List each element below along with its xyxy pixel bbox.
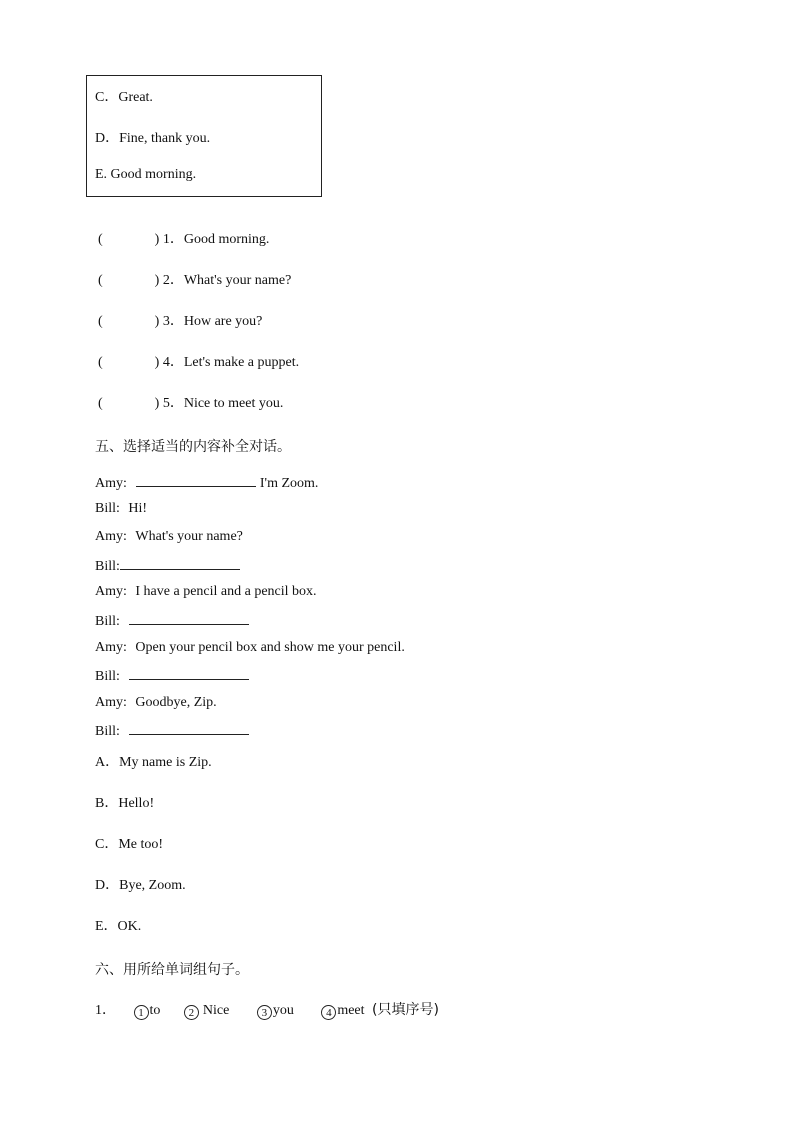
open-paren: (: [98, 232, 103, 247]
answer-blank[interactable]: [129, 721, 249, 735]
speaker: Bill:: [95, 559, 120, 574]
speaker: Bill:: [95, 724, 120, 739]
question-text: 1．Good morning.: [162, 232, 270, 247]
instruction-note: (只填序号): [372, 1002, 439, 1018]
match-question-4: [98, 354, 299, 372]
dialogue-line-8: [95, 666, 249, 686]
circled-number: 4: [321, 1005, 336, 1020]
sentence-question-1: [95, 1001, 439, 1020]
close-paren: ): [154, 396, 160, 411]
circled-number: 2: [184, 1005, 199, 1020]
dialogue-line-3: [95, 528, 243, 546]
options-box: [86, 75, 322, 197]
dialogue-line-10: [95, 721, 249, 741]
box-option-e: E. Good morning.: [95, 167, 197, 182]
close-paren: ): [154, 232, 160, 247]
section-5-heading: 五、选择适当的内容补全对话。: [95, 439, 291, 455]
speaker: Amy:: [95, 529, 127, 544]
question-text: 4．Let's make a puppet.: [162, 355, 300, 370]
line-text: Goodbye, Zip.: [135, 695, 217, 710]
circled-number: 3: [257, 1005, 272, 1020]
dialogue-line-9: [95, 694, 217, 712]
question-text: 2．What's your name?: [162, 273, 292, 288]
speaker: Amy:: [95, 476, 127, 491]
close-paren: ): [154, 314, 160, 329]
match-question-1: [98, 231, 269, 249]
line-text: Open your pencil box and show me your pencil.: [135, 640, 405, 655]
answer-blank[interactable]: [120, 556, 240, 570]
speaker: Bill:: [95, 669, 120, 684]
dialogue-line-4: [95, 556, 240, 576]
open-paren: (: [98, 314, 103, 329]
match-question-5: [98, 395, 283, 413]
answer-blank[interactable]: [136, 473, 256, 487]
open-paren: (: [98, 273, 103, 288]
word-2: [184, 1003, 229, 1018]
speaker: Bill:: [95, 501, 120, 516]
box-option-c: C．Great.: [95, 90, 153, 105]
close-paren: ): [154, 273, 160, 288]
word-text: Nice: [202, 1003, 230, 1018]
close-paren: ): [154, 355, 160, 370]
question-number: 1．: [95, 1003, 116, 1018]
word-4: [321, 1003, 364, 1018]
speaker: Amy:: [95, 584, 127, 599]
open-paren: (: [98, 355, 103, 370]
option-b: B．Hello!: [95, 796, 155, 811]
open-paren: (: [98, 396, 103, 411]
answer-blank[interactable]: [129, 611, 249, 625]
question-text: 3．How are you?: [162, 314, 263, 329]
speaker: Amy:: [95, 640, 127, 655]
question-text: 5．Nice to meet you.: [162, 396, 284, 411]
speaker: Bill:: [95, 614, 120, 629]
dialogue-line-7: [95, 639, 405, 657]
line-text: Hi!: [128, 501, 148, 516]
dialogue-line-6: [95, 611, 249, 631]
dialogue-line-5: [95, 583, 317, 601]
box-option-d: D．Fine, thank you.: [95, 131, 211, 146]
line-text: I have a pencil and a pencil box.: [135, 584, 317, 599]
word-text: you: [272, 1003, 294, 1018]
word-1: [134, 1003, 161, 1018]
option-e: E．OK.: [95, 919, 142, 934]
match-question-2: [98, 272, 291, 290]
option-d: D．Bye, Zoom.: [95, 878, 186, 893]
speaker: Amy:: [95, 695, 127, 710]
word-3: [257, 1003, 294, 1018]
dialogue-line-1: [95, 473, 318, 493]
option-a: A．My name is Zip.: [95, 755, 212, 770]
section-6-heading: 六、用所给单词组句子。: [95, 962, 249, 978]
circled-number: 1: [134, 1005, 149, 1020]
option-c: C．Me too!: [95, 837, 164, 852]
word-text: meet: [337, 1003, 365, 1018]
match-question-3: [98, 313, 262, 331]
answer-blank[interactable]: [129, 666, 249, 680]
word-text: to: [149, 1003, 161, 1018]
line-text: What's your name?: [135, 529, 243, 544]
dialogue-line-2: [95, 500, 147, 518]
line-text: I'm Zoom.: [259, 476, 319, 491]
